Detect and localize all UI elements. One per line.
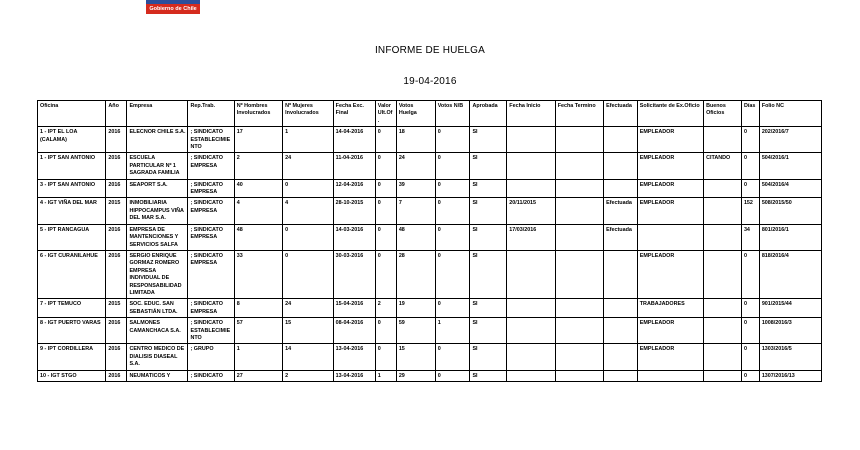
- table-cell: [604, 344, 638, 370]
- table-cell: [704, 318, 742, 344]
- table-cell: [704, 250, 742, 298]
- column-header: Fecha Exc. Final: [333, 101, 375, 127]
- table-cell: [555, 344, 603, 370]
- table-cell: 504/2016/1: [759, 153, 821, 179]
- table-cell: SI: [470, 250, 507, 298]
- table-cell: 24: [283, 153, 334, 179]
- table-cell: EMPLEADOR: [637, 153, 703, 179]
- table-cell: ELECNOR CHILE S.A.: [127, 127, 188, 153]
- table-cell: 15-04-2016: [333, 299, 375, 318]
- table-cell: [604, 179, 638, 198]
- table-cell: 0: [741, 318, 759, 344]
- table-cell: 1: [435, 318, 470, 344]
- table-cell: [604, 153, 638, 179]
- table-cell: ; SINDICATO ESTABLECIMIENTO: [188, 127, 234, 153]
- column-header: Nº Hombres Involucrados: [234, 101, 282, 127]
- table-cell: [507, 153, 555, 179]
- table-cell: [555, 127, 603, 153]
- table-cell: 0: [375, 179, 396, 198]
- table-cell: 818/2016/4: [759, 250, 821, 298]
- table-cell: 0: [435, 370, 470, 381]
- table-cell: SI: [470, 153, 507, 179]
- report-title: INFORME DE HUELGA: [374, 45, 486, 56]
- table-cell: 0: [375, 318, 396, 344]
- table-cell: [704, 370, 742, 381]
- table-cell: 28-10-2015: [333, 198, 375, 224]
- table-cell: 1 - IPT EL LOA (CALAMA): [38, 127, 106, 153]
- table-cell: 34: [741, 224, 759, 250]
- table-cell: 7 - IPT TEMUCO: [38, 299, 106, 318]
- report-date: 19-04-2016: [403, 76, 457, 87]
- table-cell: Efectuada: [604, 224, 638, 250]
- table-cell: 2016: [106, 250, 127, 298]
- table-row: [38, 299, 822, 318]
- column-header: Fecha Termino: [555, 101, 603, 127]
- table-cell: 4 - IGT VIÑA DEL MAR: [38, 198, 106, 224]
- table-cell: EMPLEADOR: [637, 198, 703, 224]
- table-cell: 29: [396, 370, 435, 381]
- table-cell: [507, 127, 555, 153]
- table-cell: 0: [435, 224, 470, 250]
- table-cell: 0: [375, 224, 396, 250]
- table-cell: 0: [375, 344, 396, 370]
- table-cell: 2016: [106, 179, 127, 198]
- column-header: Votos Huelga: [396, 101, 435, 127]
- table-cell: ; SINDICATO EMPRESA: [188, 198, 234, 224]
- table-cell: ; SINDICATO EMPRESA: [188, 179, 234, 198]
- table-cell: [637, 224, 703, 250]
- table-cell: [704, 344, 742, 370]
- table-cell: EMPLEADOR: [637, 318, 703, 344]
- table-cell: 0: [435, 344, 470, 370]
- table-row: [38, 344, 822, 370]
- table-cell: [555, 179, 603, 198]
- table-cell: EMPLEADOR: [637, 179, 703, 198]
- table-cell: 0: [435, 198, 470, 224]
- column-header: Empresa: [127, 101, 188, 127]
- table-cell: 10 - IGT STGO: [38, 370, 106, 381]
- table-cell: 59: [396, 318, 435, 344]
- table-cell: 0: [435, 250, 470, 298]
- table-cell: 2: [283, 370, 334, 381]
- table-cell: [704, 299, 742, 318]
- logo-text: Gobierno de Chile: [149, 6, 197, 12]
- table-cell: 2: [375, 299, 396, 318]
- table-cell: [704, 198, 742, 224]
- table-cell: SI: [470, 344, 507, 370]
- table-cell: EMPLEADOR: [637, 344, 703, 370]
- table-cell: 48: [234, 224, 282, 250]
- table-cell: INMOBILIARIA HIPPOCAMPUS VIÑA DEL MAR S.A.: [127, 198, 188, 224]
- table-cell: 8: [234, 299, 282, 318]
- table-cell: CITANDO: [704, 153, 742, 179]
- table-cell: 18: [396, 127, 435, 153]
- table-cell: 12-04-2016: [333, 179, 375, 198]
- table-cell: 801/2016/1: [759, 224, 821, 250]
- table-cell: 15: [283, 318, 334, 344]
- table-cell: 504/2016/4: [759, 179, 821, 198]
- table-cell: 40: [234, 179, 282, 198]
- table-cell: [507, 344, 555, 370]
- table-row: [38, 370, 822, 381]
- table-cell: 1008/2016/3: [759, 318, 821, 344]
- column-header: Buenos Oficios: [704, 101, 742, 127]
- table-cell: 6 - IGT CURANILAHUE: [38, 250, 106, 298]
- table-cell: [507, 299, 555, 318]
- column-header: Días: [741, 101, 759, 127]
- table-cell: SI: [470, 370, 507, 381]
- gobierno-logo: [146, 0, 200, 14]
- table-cell: 0: [741, 127, 759, 153]
- table-row: [38, 318, 822, 344]
- table-cell: 0: [741, 370, 759, 381]
- table-cell: 0: [435, 153, 470, 179]
- table-cell: 24: [396, 153, 435, 179]
- table-cell: 0: [435, 127, 470, 153]
- table-cell: 4: [234, 198, 282, 224]
- table-cell: 1 - IPT SAN ANTONIO: [38, 153, 106, 179]
- table-cell: 901/2015/44: [759, 299, 821, 318]
- table-cell: [507, 179, 555, 198]
- table-cell: 11-04-2016: [333, 153, 375, 179]
- table-cell: 13-04-2016: [333, 370, 375, 381]
- table-cell: 2016: [106, 127, 127, 153]
- table-cell: 15: [396, 344, 435, 370]
- table-cell: ; SINDICATO: [188, 370, 234, 381]
- table-cell: ; GRUPO: [188, 344, 234, 370]
- table-cell: 0: [435, 179, 470, 198]
- table-cell: 57: [234, 318, 282, 344]
- table-row: [38, 198, 822, 224]
- table-cell: 2016: [106, 370, 127, 381]
- table-cell: 0: [283, 250, 334, 298]
- table-cell: 30-03-2016: [333, 250, 375, 298]
- table-cell: 14-04-2016: [333, 127, 375, 153]
- table-cell: SI: [470, 299, 507, 318]
- table-cell: SI: [470, 179, 507, 198]
- table-cell: 7: [396, 198, 435, 224]
- table-cell: EMPLEADOR: [637, 127, 703, 153]
- table-cell: 33: [234, 250, 282, 298]
- table-cell: SALMONES CAMANCHACA S.A.: [127, 318, 188, 344]
- table-cell: 14-03-2016: [333, 224, 375, 250]
- table-cell: 0: [741, 299, 759, 318]
- table-cell: [637, 370, 703, 381]
- table-row: [38, 127, 822, 153]
- column-header: Rep.Trab.: [188, 101, 234, 127]
- table-cell: 0: [435, 299, 470, 318]
- table-cell: [555, 198, 603, 224]
- table-cell: 0: [375, 153, 396, 179]
- table-cell: 8 - IGT PUERTO VARAS: [38, 318, 106, 344]
- table-cell: 17: [234, 127, 282, 153]
- table-cell: 39: [396, 179, 435, 198]
- table-cell: [604, 127, 638, 153]
- table-cell: 0: [375, 250, 396, 298]
- table-cell: ; SINDICATO ESTABLECIMIENTO: [188, 318, 234, 344]
- table-cell: 9 - IPT CORDILLERA: [38, 344, 106, 370]
- table-cell: CENTRO MEDICO DE DIALISIS DIASEAL S.A.: [127, 344, 188, 370]
- column-header: Año: [106, 101, 127, 127]
- table-cell: 1: [283, 127, 334, 153]
- table-cell: 1: [375, 370, 396, 381]
- table-header-row: [38, 101, 822, 127]
- column-header: Aprobada: [470, 101, 507, 127]
- table-cell: 0: [375, 127, 396, 153]
- table-cell: SI: [470, 224, 507, 250]
- table-row: [38, 153, 822, 179]
- column-header: Folio NC: [759, 101, 821, 127]
- table-cell: 0: [741, 179, 759, 198]
- table-cell: SI: [470, 127, 507, 153]
- strike-report-table: [37, 100, 822, 382]
- column-header: Votos N/B: [435, 101, 470, 127]
- table-cell: 13-04-2016: [333, 344, 375, 370]
- table-cell: 17/03/2016: [507, 224, 555, 250]
- table-cell: [507, 370, 555, 381]
- table-cell: [555, 299, 603, 318]
- table-cell: 202/2016/7: [759, 127, 821, 153]
- table-cell: EMPLEADOR: [637, 250, 703, 298]
- table-cell: TRABAJADORES: [637, 299, 703, 318]
- table-cell: [507, 318, 555, 344]
- table-cell: 0: [283, 179, 334, 198]
- column-header: Oficina: [38, 101, 106, 127]
- table-cell: [604, 250, 638, 298]
- table-cell: 48: [396, 224, 435, 250]
- table-cell: [507, 250, 555, 298]
- table-row: [38, 224, 822, 250]
- table-cell: 508/2015/50: [759, 198, 821, 224]
- table-row: [38, 179, 822, 198]
- table-cell: 14: [283, 344, 334, 370]
- table-cell: 24: [283, 299, 334, 318]
- table-cell: [704, 224, 742, 250]
- column-header: Valor Ult.Of.: [375, 101, 396, 127]
- table-cell: 5 - IPT RANCAGUA: [38, 224, 106, 250]
- table-cell: 0: [741, 250, 759, 298]
- table-cell: 0: [741, 153, 759, 179]
- table-cell: 2016: [106, 224, 127, 250]
- table-cell: SI: [470, 198, 507, 224]
- table-row: [38, 250, 822, 298]
- table-cell: [704, 127, 742, 153]
- table-cell: 3 - IPT SAN ANTONIO: [38, 179, 106, 198]
- table-cell: 1: [234, 344, 282, 370]
- table-cell: ; SINDICATO EMPRESA: [188, 299, 234, 318]
- table-cell: 4: [283, 198, 334, 224]
- column-header: Nº Mujeres Involucrados: [283, 101, 334, 127]
- table-cell: 2: [234, 153, 282, 179]
- table-cell: ; SINDICATO EMPRESA: [188, 250, 234, 298]
- table-cell: SEAPORT S.A.: [127, 179, 188, 198]
- table-cell: 08-04-2016: [333, 318, 375, 344]
- table-cell: EMPRESA DE MANTENCIONES Y SERVICIOS SALFA: [127, 224, 188, 250]
- table-cell: ESCUELA PARTICULAR Nº 1 SAGRADA FAMILIA: [127, 153, 188, 179]
- table-cell: [604, 370, 638, 381]
- table-cell: [704, 179, 742, 198]
- table-cell: [555, 370, 603, 381]
- table-cell: ; SINDICATO EMPRESA: [188, 153, 234, 179]
- table-cell: 0: [741, 344, 759, 370]
- table-cell: 2015: [106, 299, 127, 318]
- table-cell: 0: [375, 198, 396, 224]
- table-cell: ; SINDICATO EMPRESA: [188, 224, 234, 250]
- table-cell: 2016: [106, 344, 127, 370]
- table-cell: 152: [741, 198, 759, 224]
- table-cell: [555, 153, 603, 179]
- table-cell: 19: [396, 299, 435, 318]
- table-cell: 2016: [106, 318, 127, 344]
- column-header: Efectuada: [604, 101, 638, 127]
- table-cell: 1307/2016/13: [759, 370, 821, 381]
- table-cell: SOC. EDUC. SAN SEBASTIÁN LTDA.: [127, 299, 188, 318]
- table-cell: 28: [396, 250, 435, 298]
- column-header: Solicitante de Ex.Oficio: [637, 101, 703, 127]
- table-body: [38, 127, 822, 382]
- table-cell: NEUMATICOS Y: [127, 370, 188, 381]
- table-cell: 0: [283, 224, 334, 250]
- table-cell: 2015: [106, 198, 127, 224]
- table-cell: [555, 318, 603, 344]
- table-cell: [555, 224, 603, 250]
- table-cell: [604, 318, 638, 344]
- table-cell: [555, 250, 603, 298]
- table-cell: 20/11/2015: [507, 198, 555, 224]
- table-cell: [604, 299, 638, 318]
- table-cell: 1303/2016/5: [759, 344, 821, 370]
- table-cell: Efectuada: [604, 198, 638, 224]
- column-header: Fecha Inicio: [507, 101, 555, 127]
- table-cell: 2016: [106, 153, 127, 179]
- table-cell: SI: [470, 318, 507, 344]
- table-cell: SERGIO ENRIQUE GORMAZ ROMERO EMPRESA INDIVIDUAL DE RESPONSABILIDAD LIMITADA: [127, 250, 188, 298]
- table-cell: 27: [234, 370, 282, 381]
